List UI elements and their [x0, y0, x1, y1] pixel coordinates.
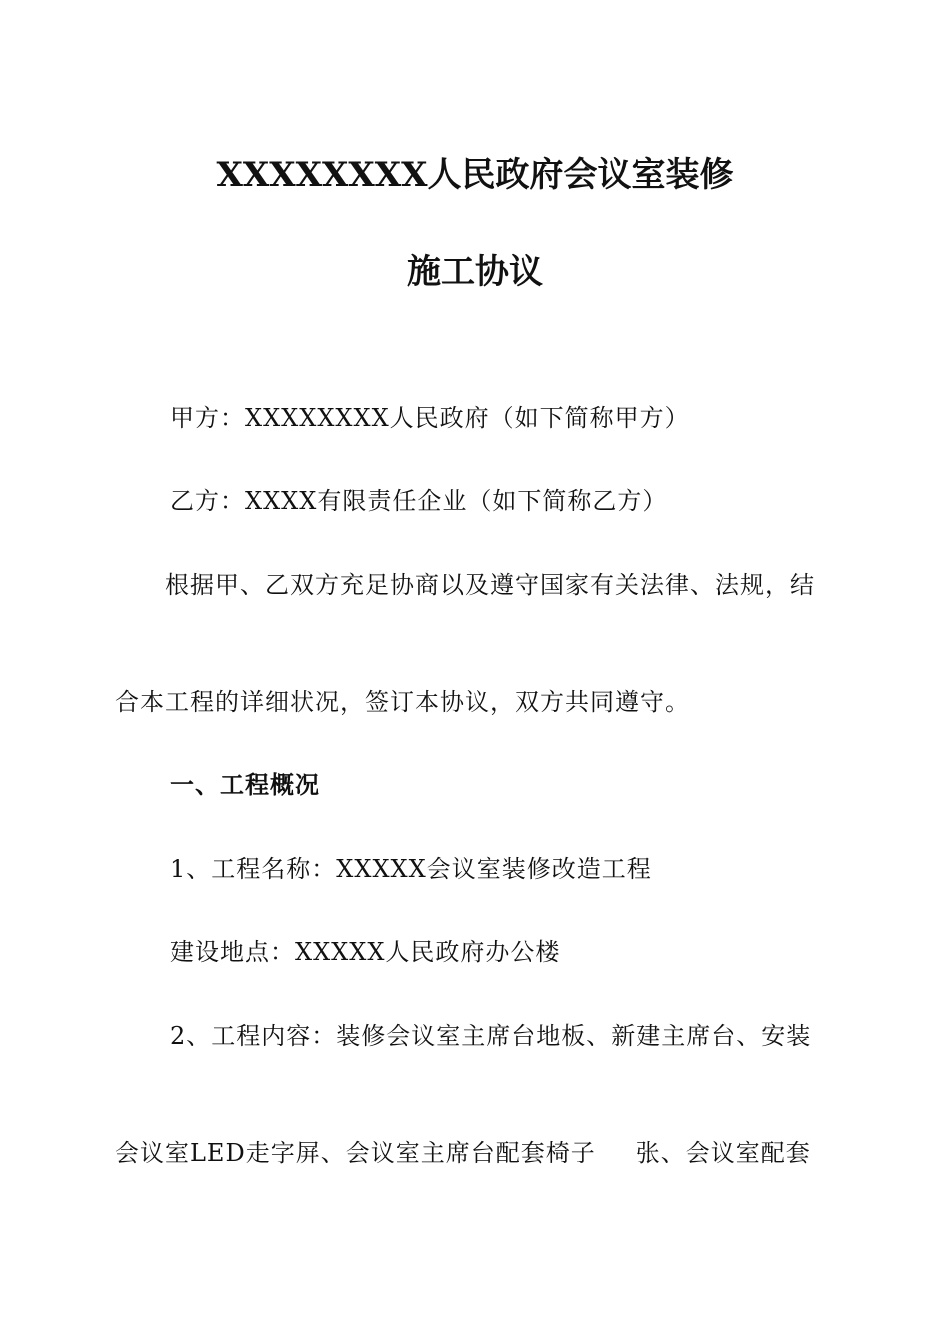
- intro-paragraph-line-1: 根据甲、乙双方充足协商以及遵守国家有关法律、法规，结: [165, 571, 815, 599]
- construction-location-item: 建设地点：XXXXX人民政府办公楼: [170, 938, 561, 966]
- project-content-line-2: [115, 1137, 811, 1169]
- intro-paragraph-line-2: 合本工程的详细状况，签订本协议，双方共同遵守。: [115, 688, 690, 716]
- project-content-line-2-part-2: 张、会议室配套: [635, 1139, 811, 1167]
- document-title-line-2: 施工协议: [407, 252, 543, 292]
- project-content-line-1: 2、工程内容：装修会议室主席台地板、新建主席台、安装: [170, 1022, 812, 1050]
- party-b-line: 乙方：XXXX有限责任企业（如下简称乙方）: [170, 487, 668, 515]
- party-a-line: 甲方：XXXXXXXX人民政府（如下简称甲方）: [170, 404, 690, 432]
- document-title-line-1: XXXXXXXX人民政府会议室装修: [216, 155, 734, 195]
- project-content-line-2-part-1: 会议室LED走字屏、会议室主席台配套椅子: [115, 1139, 596, 1167]
- project-name-item: 1、工程名称：XXXXX会议室装修改造工程: [170, 855, 652, 883]
- section-heading-project-overview: 一、工程概况: [170, 770, 320, 799]
